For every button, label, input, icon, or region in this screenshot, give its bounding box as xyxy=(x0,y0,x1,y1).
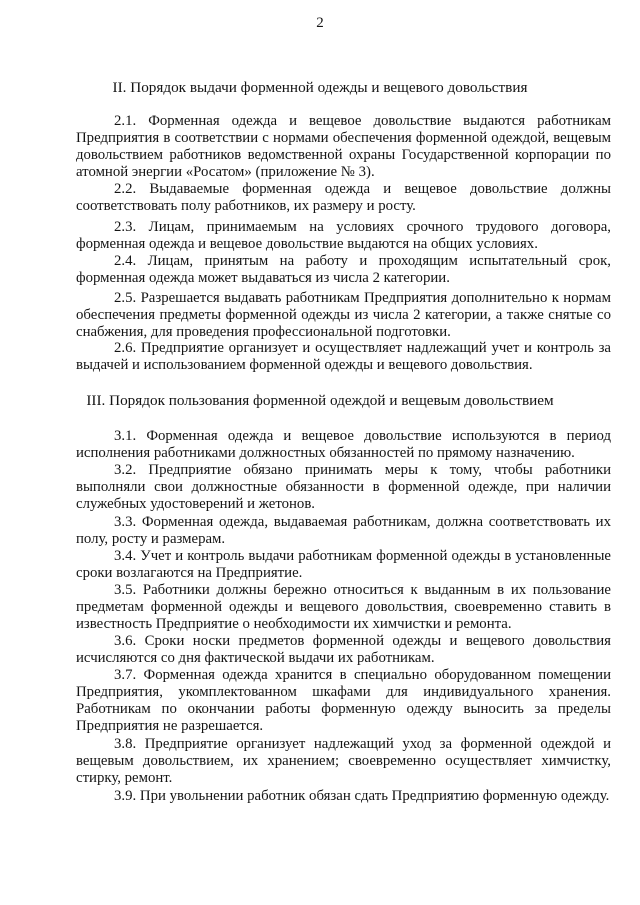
paragraph-3-2: 3.2. Предприятие обязано принимать меры к тому, чтобы работники выполняли свои должностные обязанности в форменной одежде, при наличии служебных удостоверений и жетонов. xyxy=(76,462,611,512)
paragraph-2-5: 2.5. Разрешается выдавать работникам Предприятия дополнительно к нормам обеспечения предметы форменной одежды из числа 2 категории, а также снятые со снабжения, для проведения профессиональной подготовки. xyxy=(76,290,611,340)
section-3-heading: III. Порядок пользования форменной одеждой и вещевым довольствием xyxy=(86,392,554,409)
paragraph-3-9: 3.9. При увольнении работник обязан сдать Предприятию форменную одежду. xyxy=(114,788,610,804)
paragraph-3-5: 3.5. Работники должны бережно относиться к выданным в их пользование предметам форменной одежды и вещевого довольствия, своевременно ставить в известность Предприятие о необходимости их химчистки и ремонта. xyxy=(76,582,611,632)
paragraph-3-6: 3.6. Сроки носки предметов форменной одежды и вещевого довольствия исчисляются со дня фактической выдачи их работникам. xyxy=(76,633,611,666)
paragraph-2-1: 2.1. Форменная одежда и вещевое довольствие выдаются работникам Предприятия в соответствии с нормами обеспечения форменной одеждой, вещевым довольствием работников ведомственной охраны Государственной корпорации по атомной энергии «Росатом» (приложение № 3). xyxy=(76,113,611,180)
paragraph-2-6: 2.6. Предприятие организует и осуществляет надлежащий учет и контроль за выдачей и использованием форменной одежды и вещевого довольствия. xyxy=(76,340,611,373)
page-number: 2 xyxy=(316,15,324,31)
paragraph-3-3: 3.3. Форменная одежда, выдаваемая работникам, должна соответствовать их полу, росту и размерам. xyxy=(76,514,611,547)
section-2-heading: II. Порядок выдачи форменной одежды и вещевого довольствия xyxy=(112,79,528,96)
paragraph-3-8: 3.8. Предприятие организует надлежащий уход за форменной одеждой и вещевым довольствием, их хранением; своевременно осуществляет химчистку, стирку, ремонт. xyxy=(76,736,611,786)
paragraph-2-4: 2.4. Лицам, принятым на работу и проходящим испытательный срок, форменная одежда может выдаваться из числа 2 категории. xyxy=(76,253,611,286)
paragraph-3-1: 3.1. Форменная одежда и вещевое довольствие используются в период исполнения работниками должностных обязанностей по прямому назначению. xyxy=(76,428,611,461)
paragraph-3-4: 3.4. Учет и контроль выдачи работникам форменной одежды в установленные сроки возлагаются на Предприятие. xyxy=(76,548,611,581)
paragraph-2-3: 2.3. Лицам, принимаемым на условиях срочного трудового договора, форменная одежда и вещевое довольствие выдаются на общих условиях. xyxy=(76,219,611,252)
paragraph-3-7: 3.7. Форменная одежда хранится в специально оборудованном помещении Предприятия, укомплектованном шкафами для индивидуального хранения. Работникам по окончании работы форменную одежду выносить за пределы Предприятия не разрешается. xyxy=(76,667,611,734)
paragraph-2-2: 2.2. Выдаваемые форменная одежда и вещевое довольствие должны соответствовать полу работников, их размеру и росту. xyxy=(76,181,611,214)
